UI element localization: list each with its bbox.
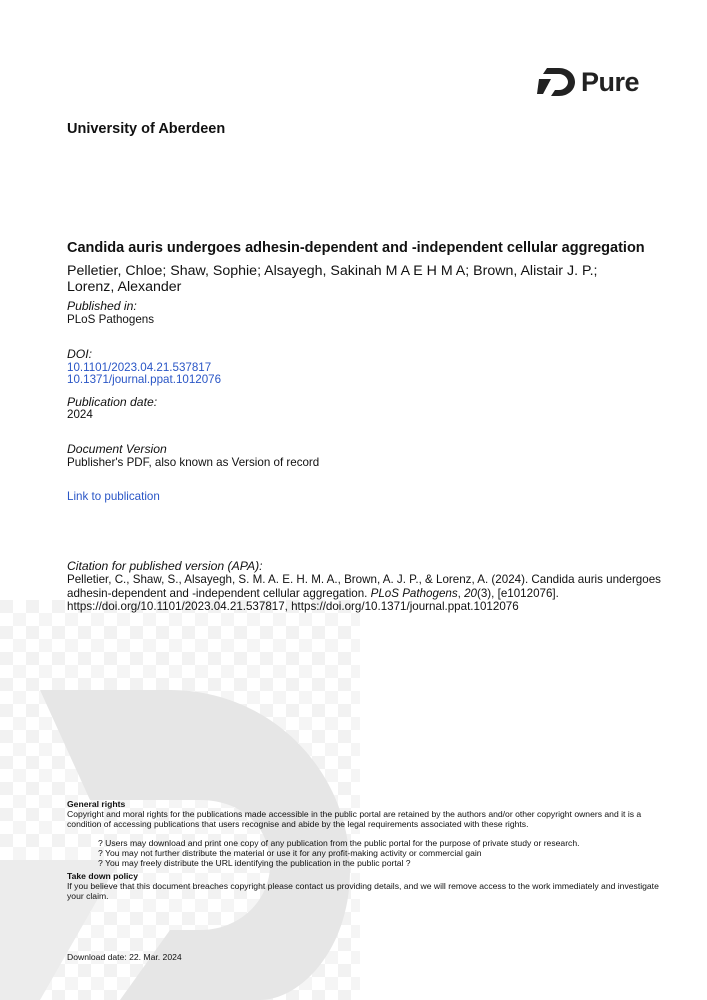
institution-name: University of Aberdeen bbox=[67, 121, 226, 137]
citation-text bbox=[67, 573, 667, 614]
background-pure-logo-art bbox=[0, 600, 360, 1000]
published-in-value: PLoS Pathogens bbox=[67, 313, 155, 326]
authors: Pelletier, Chloe; Shaw, Sophie; Alsayegh, Sakinah M A E H M A; Brown, Alistair J. P.; Lorenz, Alexander bbox=[67, 263, 598, 295]
doi-label: DOI: bbox=[67, 347, 93, 361]
citation-part: Pelletier, C., Shaw, S., Alsayegh, S. M. A. E. H. M. A., Brown, A. J. P., & Lorenz, A. (2024). Candida auris undergoes adhesin-dependent and -independent cellular aggregation. bbox=[67, 573, 661, 600]
general-rights-heading: General rights bbox=[67, 799, 126, 809]
take-down-heading: Take down policy bbox=[67, 871, 138, 881]
document-version-label: Document Version bbox=[67, 442, 167, 456]
take-down-text: If you believe that this document breaches copyright please contact us providing details, and we will remove access to the work immediately and investigate your claim. bbox=[67, 881, 659, 901]
rights-bullet: ? You may not further distribute the material or use it for any profit-making activity or commercial gain bbox=[98, 848, 482, 858]
citation-label: Citation for published version (APA): bbox=[67, 559, 263, 573]
general-rights-text: Copyright and moral rights for the publications made accessible in the public portal are retained by the authors and/or other copyright owners and it is a condition of accessing publications that users recognise and abide by the legal requirements associated with these rights. bbox=[67, 809, 642, 829]
pure-logo-icon bbox=[537, 66, 577, 98]
publication-date-label: Publication date: bbox=[67, 395, 158, 409]
download-date: Download date: 22. Mar. 2024 bbox=[67, 952, 182, 962]
citation-journal: PLoS Pathogens bbox=[370, 586, 458, 600]
rights-bullet: ? Users may download and print one copy of any publication from the public portal for the purpose of private study or research. bbox=[98, 838, 580, 848]
rights-bullet-list bbox=[98, 838, 580, 868]
pure-logo-text: Pure bbox=[581, 66, 640, 97]
citation-part: (3), [e1012076]. https://doi.org/10.1101/2023.04.21.537817, https://doi.org/10.1371/journal.ppat.1012076 bbox=[67, 586, 559, 613]
doi-link-2[interactable]: 10.1371/journal.ppat.1012076 bbox=[67, 373, 222, 386]
document-title: Candida auris undergoes adhesin-dependent and -independent cellular aggregation bbox=[67, 240, 645, 256]
pure-logo bbox=[537, 66, 639, 98]
document-version-value: Publisher's PDF, also known as Version of record bbox=[67, 456, 320, 469]
citation-volume: 20 bbox=[464, 586, 477, 600]
citation-part: , bbox=[457, 586, 465, 600]
link-to-publication[interactable]: Link to publication bbox=[67, 490, 160, 503]
published-in-label: Published in: bbox=[67, 299, 137, 313]
publication-date-value: 2024 bbox=[67, 408, 93, 421]
doi-link-1[interactable]: 10.1101/2023.04.21.537817 bbox=[67, 361, 212, 374]
rights-bullet: ? You may freely distribute the URL identifying the publication in the public portal ? bbox=[98, 858, 411, 868]
